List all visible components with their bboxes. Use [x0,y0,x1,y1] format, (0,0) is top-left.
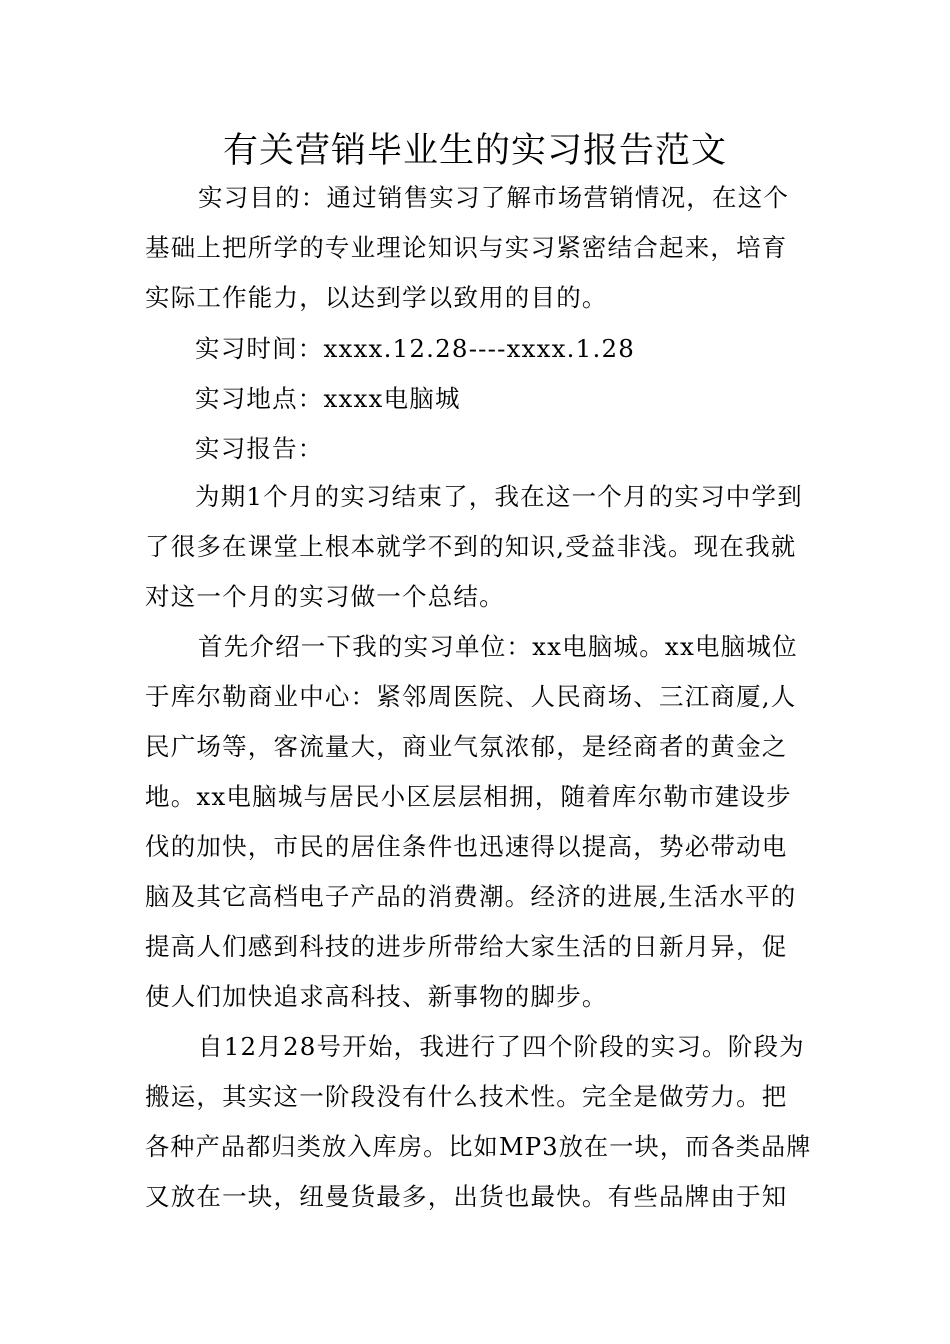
paragraph-line: 使人们加快追求高科技、新事物的脚步。 [145,982,608,1011]
paragraph-line: 首先介绍一下我的实习单位：xx电脑城。xx电脑城位 [198,632,798,661]
paragraph-line: 实习目的：通过销售实习了解市场营销情况，在这个 [198,183,790,212]
paragraph-line: 搬运，其实这一阶段没有什么技术性。完全是做劳力。把 [145,1082,788,1111]
paragraph-line: 各种产品都归类放入库房。比如MP3放在一块，而各类品牌 [145,1132,812,1161]
paragraph-line: 了很多在课堂上根本就学不到的知识,受益非浅。现在我就 [145,532,797,561]
paragraph-line: 脑及其它高档电子产品的消费潮。经济的进展,生活水平的 [145,882,797,911]
paragraph-line: 实习地点：xxxx电脑城 [195,384,461,413]
paragraph-line: 又放在一块，纽曼货最多，出货也最快。有些品牌由于知 [145,1182,788,1211]
paragraph-line: 基础上把所学的专业理论知识与实习紧密结合起来，培育 [145,233,788,262]
paragraph-line: 实习时间：xxxx.12.28----xxxx.1.28 [195,334,636,363]
document-title: 有关营销毕业生的实习报告范文 [222,131,727,171]
paragraph-line: 于库尔勒商业中心：紧邻周医院、人民商场、三江商厦,人 [145,682,797,711]
paragraph-line: 提高人们感到科技的进步所带给大家生活的日新月异，促 [145,932,788,961]
paragraph-line: 实习报告： [195,434,324,463]
paragraph-line: 伐的加快，市民的居住条件也迅速得以提高，势必带动电 [145,832,788,861]
paragraph-line: 自12月28号开始，我进行了四个阶段的实习。阶段为 [198,1032,805,1061]
paragraph-line: 实际工作能力，以达到学以致用的目的。 [145,283,608,312]
paragraph-line: 为期1个月的实习结束了，我在这一个月的实习中学到 [195,482,803,511]
paragraph-line: 地。xx电脑城与居民小区层层相拥，随着库尔勒市建设步 [145,782,792,811]
paragraph-line: 对这一个月的实习做一个总结。 [145,582,505,611]
paragraph-line: 民广场等，客流量大，商业气氛浓郁，是经商者的黄金之 [145,732,788,761]
